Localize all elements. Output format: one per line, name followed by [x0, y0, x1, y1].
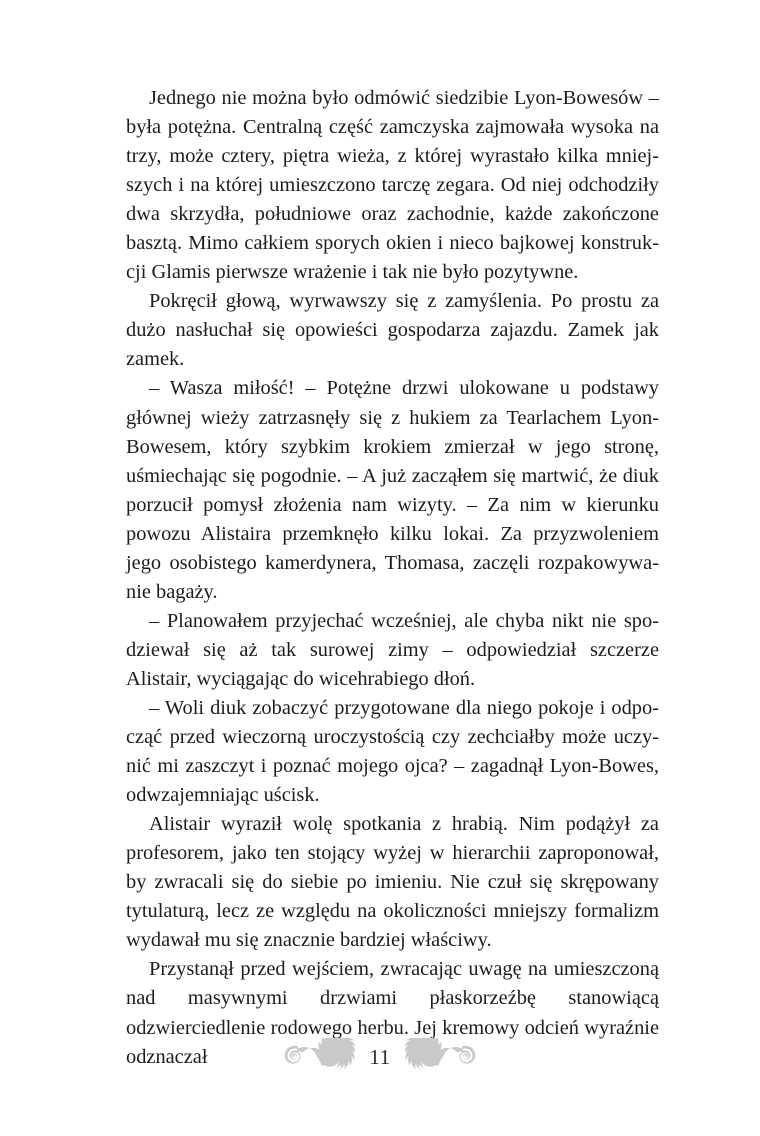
page-footer [0, 1030, 760, 1086]
page-number: 11 [369, 1044, 391, 1069]
flourish-ornament-left-icon [281, 1038, 355, 1078]
paragraph: – Woli diuk zobaczyć przygotowane dla niego pokoje i odpocząć przed wieczorną uroczystością czy zechciałby może uczynić mi zaszczyt i poznać mojego ojca? – zagadnął Lyon-Bowes, odwzajemniając uścisk. [126, 696, 659, 807]
paragraph: Przystanął przed wejściem, zwracając uwagę na umieszczoną nad masywnymi drzwiami płaskorzeźbę stanowiącą odzwierciedlenie rodowego herbu. Jej kremowy odcień wyraźnie odznaczał [126, 958, 659, 1068]
paragraph: Jednego nie można było odmówić siedzibie Lyon-Bowesów – była potężna. Centralną część zamczyska zajmowała wysoka na trzy, może cztery, piętra wieża, z której wyrastało kilka mniejszych i na której umieszczono tarczę zegara. Od niej odchodziły dwa skrzydła, południowe oraz zachodnie, każde zakończone basztą. Mimo całkiem sporych okien i nieco bajkowej konstrukcji Glamis pierwsze wrażenie i tak nie było pozytywne. [126, 87, 659, 284]
paragraph: Alistair wyraził wolę spotkania z hrabią. Nim podążył za profesorem, jako ten stojący wyżej w hierarchii zaproponował, by zwracali się do siebie po imieniu. Nie czuł się skrępowany tytulaturą, lecz ze względu na okoliczności mniejszy formalizm wydawał mu się znacznie bardziej właściwy. [126, 813, 659, 952]
paragraph: – Planowałem przyjechać wcześniej, ale chyba nikt nie spodziewał się aż tak surowej zimy – odpowiedział szczerze Alistair, wyciągając do wicehrabiego dłoń. [126, 609, 659, 690]
paragraph: – Wasza miłość! – Potężne drzwi ulokowane u podstawy głównej wieży zatrzasnęły się z hukiem za Tearlachem Lyon-Bowesem, który szybkim krokiem zmierzał w jego stronę, uśmiechając się pogodnie. – A już zacząłem się martwić, że diuk porzucił pomysł złożenia nam wizyty. – Za nim w kierunku powozu Alistaira przemknęło kilku lokai. Za przyzwoleniem jego osobistego kamerdynera, Thomasa, zaczęli rozpakowywanie bagaży. [126, 377, 659, 603]
page-body-text [126, 84, 659, 1072]
flourish-ornament-right-icon [405, 1038, 479, 1078]
paragraph: Pokręcił głową, wyrwawszy się z zamyślenia. Po prostu za dużo nasłuchał się opowieści gospodarza zajazdu. Zamek jak zamek. [126, 290, 659, 371]
